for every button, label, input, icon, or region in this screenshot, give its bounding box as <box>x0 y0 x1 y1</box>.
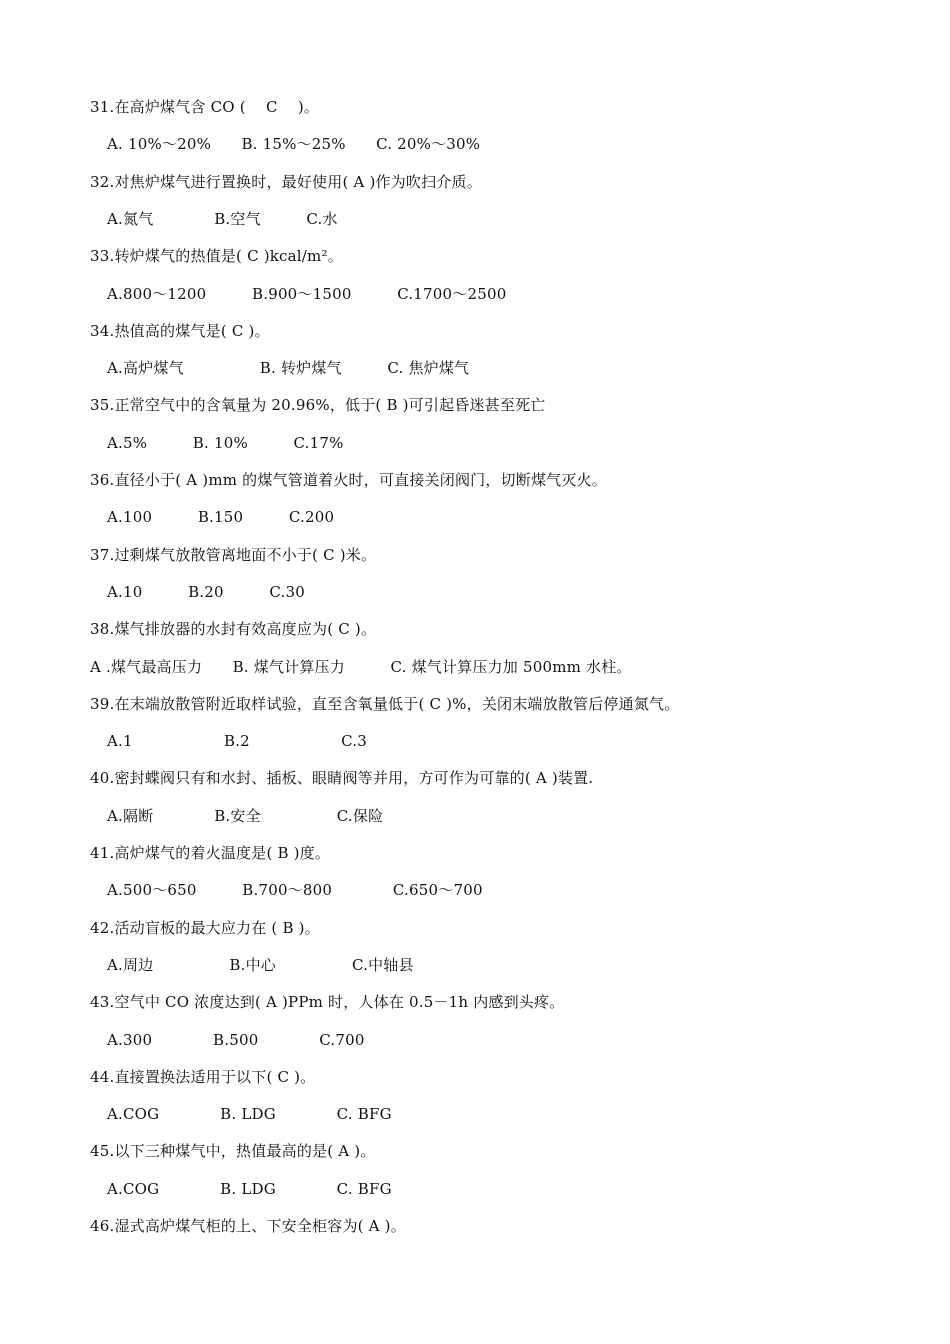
question-text: 41.高炉煤气的着火温度是( B )度。 <box>90 844 331 862</box>
answer-options: A.隔断 B.安全 C.保险 <box>107 806 384 825</box>
question-text: 31.在高炉煤气含 CO ( C )。 <box>90 98 320 116</box>
question-text: 39.在末端放散管附近取样试验，直至含氧量低于( C )%，关闭末端放散管后停通氮气。 <box>90 694 680 713</box>
question-text: 40.密封蝶阀只有和水封、插板、眼睛阀等并用，方可作为可靠的( A )装置. <box>90 769 594 788</box>
question-text: 35.正常空气中的含氧量为 20.96%，低于( B )可引起昏迷甚至死亡 <box>90 396 546 415</box>
answer-options: A.300 B.500 C.700 <box>107 1030 365 1049</box>
answer-options: A.500～650 B.700～800 C.650～700 <box>107 881 483 900</box>
answer-options: A.10 B.20 C.30 <box>107 582 305 601</box>
question-text: 36.直径小于( A )mm 的煤气管道着火时，可直接关闭阀门，切断煤气灭火。 <box>90 471 607 489</box>
question-text: 44.直接置换法适用于以下( C )。 <box>90 1067 316 1086</box>
answer-options: A.5% B. 10% C.17% <box>107 433 344 452</box>
answer-options: A.周边 B.中心 C.中轴县 <box>107 955 414 974</box>
question-text: 38.煤气排放器的水封有效高度应为( C )。 <box>90 620 377 639</box>
question-text: 34.热值高的煤气是( C )。 <box>90 321 270 340</box>
question-text: 45.以下三种煤气中，热值最高的是( A )。 <box>90 1142 376 1161</box>
answer-options: A.COG B. LDG C. BFG <box>107 1105 392 1124</box>
question-text: 46.湿式高炉煤气柜的上、下安全柜容为( A )。 <box>90 1217 406 1235</box>
question-text: 43.空气中 CO 浓度达到( A )PPm 时，人体在 0.5－1h 内感到头疼。 <box>90 993 565 1012</box>
answer-options: A.1 B.2 C.3 <box>107 732 367 751</box>
answer-options: A .煤气最高压力 B. 煤气计算压力 C. 煤气计算压力加 500mm 水柱。 <box>90 657 632 676</box>
question-text: 42.活动盲板的最大应力在 ( B )。 <box>90 918 320 937</box>
answer-options: A.100 B.150 C.200 <box>107 508 335 527</box>
question-text: 33.转炉煤气的热值是( C )kcal/m²。 <box>90 247 343 266</box>
question-text: 32.对焦炉煤气进行置换时，最好使用( A )作为吹扫介质。 <box>90 172 482 191</box>
answer-options: A. 10%～20% B. 15%～25% C. 20%～30% <box>107 135 481 154</box>
answer-options: A.800～1200 B.900～1500 C.1700～2500 <box>107 284 507 303</box>
question-text: 37.过剩煤气放散管离地面不小于( C )米。 <box>90 545 377 564</box>
answer-options: A.COG B. LDG C. BFG <box>107 1179 392 1198</box>
answer-options: A.氮气 B.空气 C.水 <box>107 209 338 228</box>
answer-options: A.高炉煤气 B. 转炉煤气 C. 焦炉煤气 <box>107 359 470 378</box>
